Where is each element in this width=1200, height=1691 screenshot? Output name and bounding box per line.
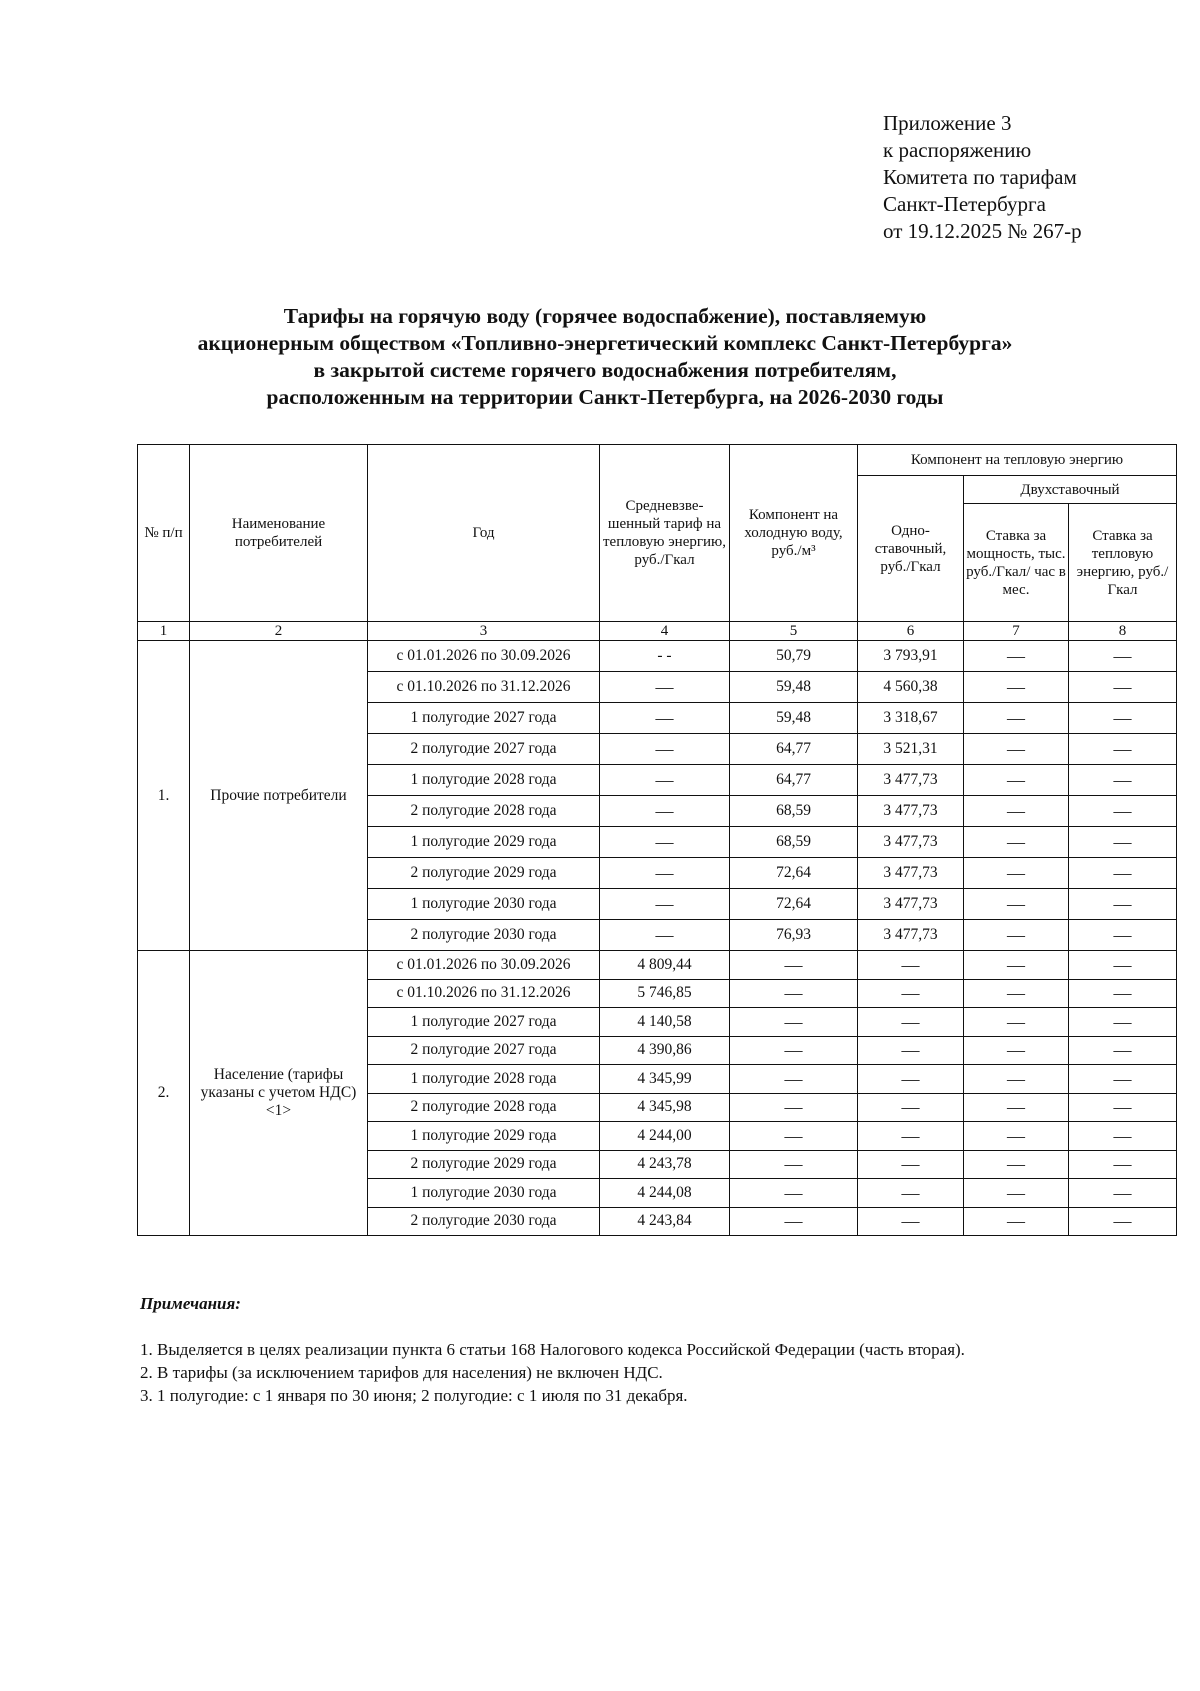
cell-energy: — [1069,641,1177,672]
column-number: 4 [600,622,730,641]
note-item: 2. В тарифы (за исключением тарифов для населения) не включен НДС. [140,1363,663,1382]
cell-single: 3 521,31 [858,734,964,765]
cell-energy: — [1069,734,1177,765]
cell-cold: 59,48 [730,703,858,734]
appendix-line: к распоряжению [883,138,1032,162]
cell-capacity: — [964,1122,1069,1151]
cell-capacity: — [964,1207,1069,1236]
header-name: Наименование потребителей [190,445,368,622]
title-line: Тарифы на горячую воду (горячее водоспабжение), поставляемую [283,304,927,328]
cell-single: — [858,1008,964,1037]
cell-energy: — [1069,1122,1177,1151]
cell-avg: — [600,858,730,889]
cell-avg: 4 345,98 [600,1093,730,1122]
cell-capacity: — [964,672,1069,703]
cell-year: 1 полугодие 2027 года [368,703,600,734]
cell-capacity: — [964,889,1069,920]
cell-year: 1 полугодие 2028 года [368,765,600,796]
header-single-rate: Одно-ставочный, руб./Гкал [858,476,964,622]
note-item: 1. Выделяется в целях реализации пункта 6 статьи 168 Налогового кодекса Российской Федерации (часть вторая). [140,1340,965,1359]
cell-single: 3 477,73 [858,765,964,796]
consumer-name: Прочие потребители [190,641,368,951]
document-title [130,303,1080,411]
cell-energy: — [1069,765,1177,796]
cell-single: — [858,1179,964,1208]
cell-energy: — [1069,796,1177,827]
cell-single: 3 477,73 [858,827,964,858]
cell-avg: 5 746,85 [600,979,730,1008]
cell-year: с 01.01.2026 по 30.09.2026 [368,641,600,672]
cell-year: с 01.10.2026 по 31.12.2026 [368,672,600,703]
cell-avg: - - [600,641,730,672]
cell-capacity: — [964,951,1069,980]
cell-single: 3 793,91 [858,641,964,672]
cell-year: 2 полугодие 2030 года [368,920,600,951]
cell-year: 1 полугодие 2029 года [368,1122,600,1151]
cell-energy: — [1069,920,1177,951]
cell-cold: — [730,1122,858,1151]
cell-avg: — [600,703,730,734]
cell-cold: 59,48 [730,672,858,703]
cell-energy: — [1069,889,1177,920]
cell-cold: 72,64 [730,858,858,889]
cell-avg: 4 244,08 [600,1179,730,1208]
cell-cold: — [730,1065,858,1094]
cell-year: 1 полугодие 2030 года [368,1179,600,1208]
cell-capacity: — [964,827,1069,858]
header-energy-rate: Ставка за тепловую энергию, руб./Гкал [1069,504,1177,622]
cell-single: 3 477,73 [858,796,964,827]
cell-cold: 72,64 [730,889,858,920]
table-row [138,951,1177,980]
cell-single: — [858,1036,964,1065]
cell-cold: 68,59 [730,827,858,858]
cell-avg: — [600,734,730,765]
cell-capacity: — [964,1008,1069,1037]
cell-avg: 4 809,44 [600,951,730,980]
cell-year: 2 полугодие 2029 года [368,858,600,889]
cell-avg: — [600,796,730,827]
cell-cold: 64,77 [730,765,858,796]
appendix-line: Санкт-Петербурга [883,192,1046,216]
title-line: расположенным на территории Санкт-Петербурга, на 2026-2030 годы [266,385,944,409]
note-item: 3. 1 полугодие: с 1 января по 30 июня; 2 полугодие: с 1 июля по 31 декабря. [140,1386,688,1405]
column-number: 7 [964,622,1069,641]
cell-energy: — [1069,1008,1177,1037]
cell-avg: — [600,672,730,703]
cell-single: — [858,1065,964,1094]
cell-energy: — [1069,672,1177,703]
cell-cold: 76,93 [730,920,858,951]
cell-capacity: — [964,1065,1069,1094]
column-number: 8 [1069,622,1177,641]
cell-cold: — [730,1093,858,1122]
cell-energy: — [1069,1065,1177,1094]
column-number: 2 [190,622,368,641]
appendix-line: от 19.12.2025 № 267-р [883,219,1082,243]
title-line: акционерным обществом «Топливно-энергетический комплекс Санкт-Петербурга» [197,331,1013,355]
cell-capacity: — [964,641,1069,672]
cell-cold: — [730,979,858,1008]
cell-avg: 4 243,84 [600,1207,730,1236]
cell-energy: — [1069,1036,1177,1065]
title-line: в закрытой системе горячего водоснабжения потребителям, [313,358,897,382]
cell-single: 3 477,73 [858,889,964,920]
group-number: 2. [138,951,190,1236]
column-number: 3 [368,622,600,641]
cell-energy: — [1069,1207,1177,1236]
cell-capacity: — [964,858,1069,889]
cell-cold: — [730,951,858,980]
appendix-line: Комитета по тарифам [883,165,1077,189]
cell-energy: — [1069,979,1177,1008]
cell-energy: — [1069,1150,1177,1179]
cell-single: 4 560,38 [858,672,964,703]
cell-capacity: — [964,1036,1069,1065]
cell-capacity: — [964,920,1069,951]
table-row [138,641,1177,672]
cell-single: — [858,1093,964,1122]
cell-single: — [858,1122,964,1151]
appendix-line: Приложение 3 [883,111,1012,135]
cell-year: 1 полугодие 2029 года [368,827,600,858]
cell-capacity: — [964,979,1069,1008]
cell-single: — [858,1207,964,1236]
cell-year: с 01.01.2026 по 30.09.2026 [368,951,600,980]
cell-capacity: — [964,765,1069,796]
cell-year: с 01.10.2026 по 31.12.2026 [368,979,600,1008]
cell-avg: — [600,889,730,920]
cell-avg: 4 244,00 [600,1122,730,1151]
cell-year: 1 полугодие 2030 года [368,889,600,920]
cell-avg: 4 390,86 [600,1036,730,1065]
cell-year: 2 полугодие 2028 года [368,796,600,827]
header-avg-tariff: Средневзве-шенный тариф на тепловую энергию, руб./Гкал [600,445,730,622]
cell-capacity: — [964,1093,1069,1122]
cell-energy: — [1069,703,1177,734]
notes-heading: Примечания: [140,1294,241,1313]
header-num: № п/п [138,445,190,622]
cell-single: 3 477,73 [858,920,964,951]
cell-cold: — [730,1036,858,1065]
cell-avg: — [600,920,730,951]
notes-list [140,1338,965,1407]
cell-year: 2 полугодие 2027 года [368,1036,600,1065]
cell-avg: 4 243,78 [600,1150,730,1179]
cell-cold: — [730,1150,858,1179]
cell-year: 1 полугодие 2028 года [368,1065,600,1094]
cell-avg: — [600,827,730,858]
cell-year: 2 полугодие 2030 года [368,1207,600,1236]
group-number: 1. [138,641,190,951]
cell-year: 2 полугодие 2029 года [368,1150,600,1179]
consumer-name: Население (тарифы указаны с учетом НДС) <1> [190,951,368,1236]
header-heat-component: Компонент на тепловую энергию [858,445,1177,476]
cell-energy: — [1069,1179,1177,1208]
cell-capacity: — [964,796,1069,827]
cell-single: — [858,979,964,1008]
cell-capacity: — [964,703,1069,734]
header-year: Год [368,445,600,622]
cell-avg: 4 345,99 [600,1065,730,1094]
cell-cold: — [730,1179,858,1208]
cell-single: 3 477,73 [858,858,964,889]
cell-capacity: — [964,734,1069,765]
column-number: 5 [730,622,858,641]
cell-energy: — [1069,1093,1177,1122]
cell-single: — [858,1150,964,1179]
cell-year: 2 полугодие 2027 года [368,734,600,765]
cell-year: 1 полугодие 2027 года [368,1008,600,1037]
cell-capacity: — [964,1150,1069,1179]
cell-cold: — [730,1207,858,1236]
header-cold-water: Компонент на холодную воду, руб./м³ [730,445,858,622]
header-two-rate: Двухставочный [964,476,1177,504]
cell-cold: 50,79 [730,641,858,672]
tariffs-table [137,444,1177,1236]
cell-cold: 64,77 [730,734,858,765]
cell-energy: — [1069,951,1177,980]
tariffs-table-body [138,641,1177,1236]
cell-single: — [858,951,964,980]
cell-avg: — [600,765,730,796]
cell-capacity: — [964,1179,1069,1208]
cell-year: 2 полугодие 2028 года [368,1093,600,1122]
cell-cold: — [730,1008,858,1037]
cell-cold: 68,59 [730,796,858,827]
appendix-block [883,110,1082,245]
cell-avg: 4 140,58 [600,1008,730,1037]
column-number: 1 [138,622,190,641]
header-capacity-rate: Ставка за мощность, тыс. руб./Гкал/ час в мес. [964,504,1069,622]
cell-energy: — [1069,827,1177,858]
cell-single: 3 318,67 [858,703,964,734]
column-number: 6 [858,622,964,641]
cell-energy: — [1069,858,1177,889]
